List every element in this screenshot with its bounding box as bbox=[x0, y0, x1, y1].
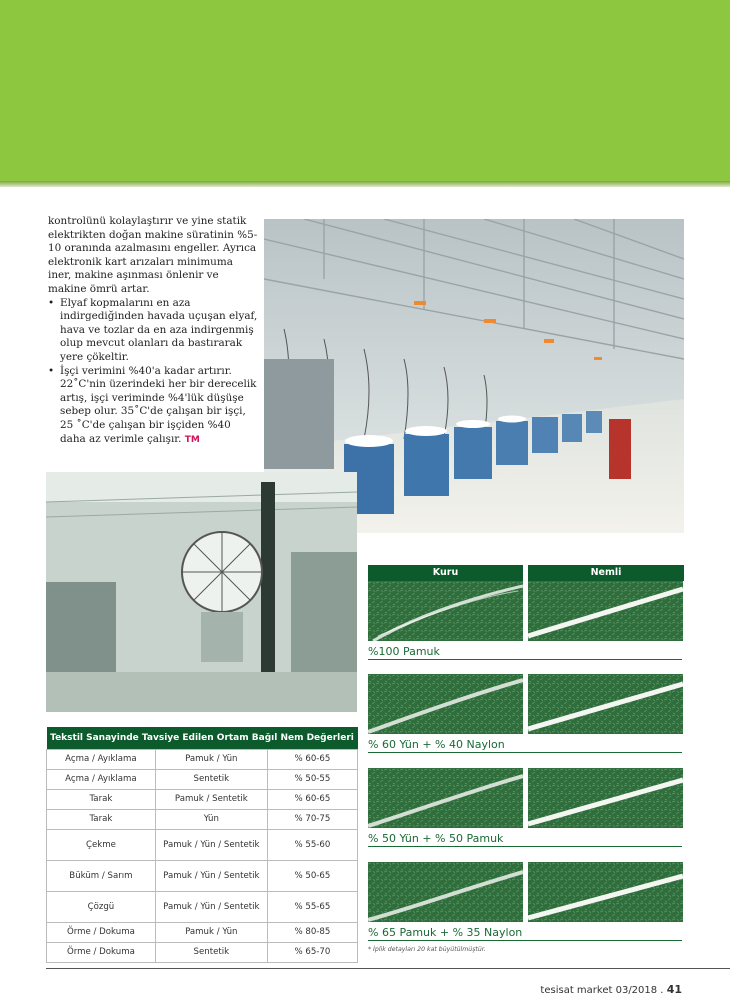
bullet-item bbox=[48, 365, 258, 448]
article-intro: kontrolünü kolaylaştırır ve yine statik elektrikten doğan makine süratinin %5-10 oranında azalmasını engeller. Ayrıca elektronik kart arızaları minimuma iner, makine aşınması önlenir ve makine ömrü artar. bbox=[48, 215, 258, 295]
table-title: Tekstil Sanayinde Tavsiye Edilen Ortam Bağıl Nem Değerleri bbox=[47, 727, 358, 750]
fiber-footnote: * İplik detayları 20 kat büyütülmüştür. bbox=[368, 946, 486, 953]
table-row bbox=[47, 861, 358, 892]
page-number: 41 bbox=[666, 983, 682, 996]
table-cell-material: Pamuk / Yün bbox=[155, 923, 267, 943]
fiber-sample-wet-4 bbox=[528, 862, 683, 922]
table-cell-material: Pamuk / Yün / Sentetik bbox=[155, 861, 267, 892]
table-cell-process: Açma / Ayıklama bbox=[47, 770, 156, 790]
table-cell-humidity: % 80-85 bbox=[267, 923, 357, 943]
fiber-sample-wet-2 bbox=[528, 674, 683, 734]
table-row bbox=[47, 892, 358, 923]
banner-divider bbox=[0, 181, 730, 187]
table-cell-humidity: % 55-65 bbox=[267, 892, 357, 923]
end-mark: TM bbox=[184, 434, 200, 445]
page-footer bbox=[540, 983, 682, 996]
table-cell-material: Pamuk / Yün bbox=[155, 750, 267, 770]
fiber-label-2: % 60 Yün + % 40 Naylon bbox=[368, 738, 682, 753]
table-row bbox=[47, 830, 358, 861]
table-row bbox=[47, 750, 358, 770]
bullet-text: İşçi verimini %40'a kadar artırır. 22˚C'nin üzerindeki her bir derecelik artış, işçi veriminde %4'lük düşüşe sebep olur. 35˚C'de çalışan bir işçi, 25 ˚C'de çalışan bir işçiden %40 daha az verimle çalışır. bbox=[60, 364, 257, 445]
fiber-label-4: % 65 Pamuk + % 35 Naylon bbox=[368, 926, 682, 941]
table-cell-process: Örme / Dokuma bbox=[47, 943, 156, 963]
table-row bbox=[47, 770, 358, 790]
table-cell-humidity: % 60-65 bbox=[267, 750, 357, 770]
table-cell-process: Tarak bbox=[47, 790, 156, 810]
bullet-text: Elyaf kopmalarını en aza indirgediğinden havada uçuşan elyaf, hava ve tozlar da en aza indirgenmiş olup mevcut olanları da bastırarak yere çökeltir. bbox=[60, 296, 258, 363]
table-cell-process: Çekme bbox=[47, 830, 156, 861]
fiber-sample-dry-4 bbox=[368, 862, 523, 922]
article-text bbox=[48, 215, 258, 447]
table-cell-process: Örme / Dokuma bbox=[47, 923, 156, 943]
table-cell-process: Çözgü bbox=[47, 892, 156, 923]
humidity-table bbox=[46, 727, 358, 963]
table-row bbox=[47, 943, 358, 963]
table-cell-process: Açma / Ayıklama bbox=[47, 750, 156, 770]
table-cell-humidity: % 50-55 bbox=[267, 770, 357, 790]
fiber-sample-dry-3 bbox=[368, 768, 523, 828]
fiber-sample-dry-1 bbox=[368, 581, 523, 641]
fiber-sample-wet-3 bbox=[528, 768, 683, 828]
table-cell-material: Pamuk / Yün / Sentetik bbox=[155, 830, 267, 861]
bullet-item bbox=[48, 297, 258, 365]
column-header-dry: Kuru bbox=[368, 565, 523, 581]
table-cell-material: Sentetik bbox=[155, 770, 267, 790]
humidifier-fan-illustration bbox=[46, 472, 357, 712]
table-cell-material: Pamuk / Yün / Sentetik bbox=[155, 892, 267, 923]
table-row bbox=[47, 790, 358, 810]
table-cell-humidity: % 55-60 bbox=[267, 830, 357, 861]
table-cell-humidity: % 60-65 bbox=[267, 790, 357, 810]
table-cell-humidity: % 70-75 bbox=[267, 810, 357, 830]
fan-photo bbox=[46, 472, 357, 712]
column-header-wet: Nemli bbox=[528, 565, 684, 581]
table-cell-material: Sentetik bbox=[155, 943, 267, 963]
top-banner bbox=[0, 0, 730, 185]
table-cell-material: Yün bbox=[155, 810, 267, 830]
table-cell-process: Tarak bbox=[47, 810, 156, 830]
table-cell-material: Pamuk / Sentetik bbox=[155, 790, 267, 810]
fiber-sample-wet-1 bbox=[528, 581, 683, 641]
fiber-sample-dry-2 bbox=[368, 674, 523, 734]
table-row bbox=[47, 810, 358, 830]
table-cell-process: Büküm / Sarım bbox=[47, 861, 156, 892]
fiber-label-1: %100 Pamuk bbox=[368, 645, 682, 660]
article-bullets bbox=[48, 297, 258, 448]
table-row bbox=[47, 923, 358, 943]
table-cell-humidity: % 65-70 bbox=[267, 943, 357, 963]
magazine-name: tesisat market 03/2018 . bbox=[540, 985, 664, 996]
fiber-label-3: % 50 Yün + % 50 Pamuk bbox=[368, 832, 682, 847]
footer-divider bbox=[46, 968, 730, 969]
table-cell-humidity: % 50-65 bbox=[267, 861, 357, 892]
